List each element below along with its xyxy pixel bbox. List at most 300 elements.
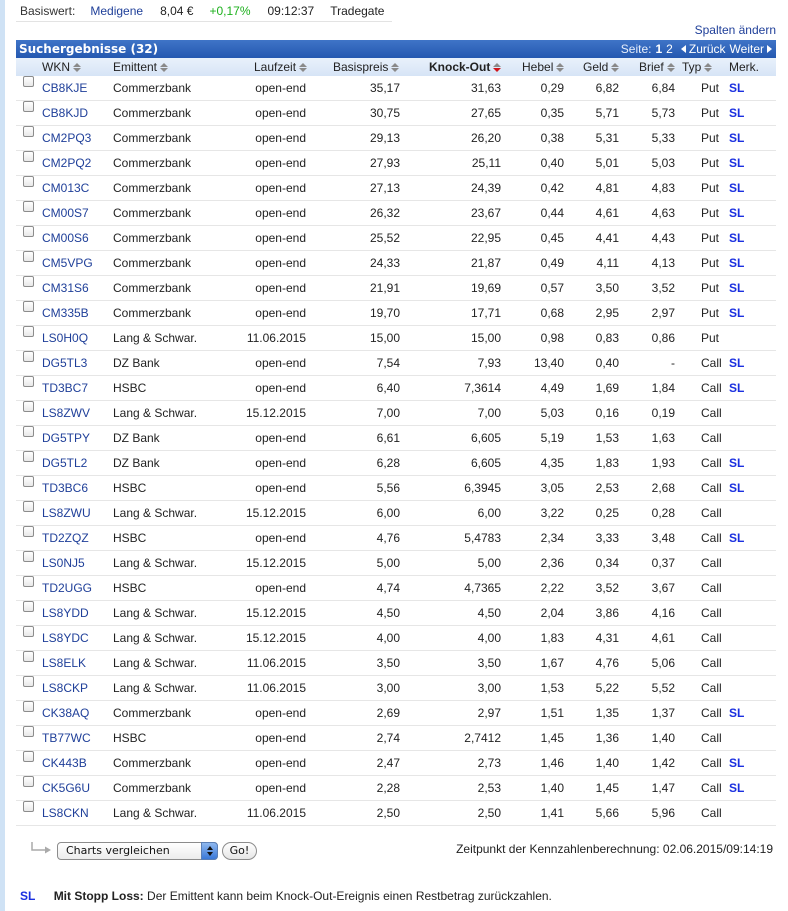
basispreis-cell: 6,40 <box>376 381 400 395</box>
wkn-link[interactable]: LS8ELK <box>42 656 87 670</box>
emittent-cell: Commerzbank <box>113 306 192 320</box>
typ-cell: Call <box>701 381 722 395</box>
hebel-cell: 1,40 <box>540 781 564 795</box>
geld-cell: 1,40 <box>595 756 619 770</box>
emittent-cell: HSBC <box>113 481 147 495</box>
typ-cell: Call <box>701 656 722 670</box>
geld-cell: 0,40 <box>595 356 619 370</box>
laufzeit-cell: 15.12.2015 <box>245 606 306 620</box>
brief-cell: 4,13 <box>651 256 675 270</box>
table-row <box>16 426 776 451</box>
brief-cell: 0,19 <box>651 406 675 420</box>
emittent-cell: Commerzbank <box>113 106 192 120</box>
hebel-cell: 0,98 <box>540 331 564 345</box>
laufzeit-cell: 15.12.2015 <box>245 406 306 420</box>
brief-cell: 4,83 <box>651 181 675 195</box>
knockout-cell: 21,87 <box>470 256 501 270</box>
typ-cell: Call <box>701 406 722 420</box>
knockout-cell: 2,50 <box>477 806 501 820</box>
stop-loss-badge[interactable]: SL <box>729 481 745 495</box>
laufzeit-cell: open-end <box>255 706 306 720</box>
wkn-link[interactable]: DG5TL2 <box>42 456 88 470</box>
hebel-cell: 0,45 <box>540 231 564 245</box>
geld-cell: 4,41 <box>595 231 619 245</box>
hebel-cell: 0,29 <box>540 81 564 95</box>
wkn-link[interactable]: CB8KJE <box>42 81 88 95</box>
table-row <box>16 101 776 126</box>
stop-loss-badge[interactable]: SL <box>729 756 745 770</box>
emittent-cell: Commerzbank <box>113 156 192 170</box>
typ-cell: Put <box>701 131 720 145</box>
basispreis-cell: 35,17 <box>369 81 400 95</box>
next-page-label: Weiter <box>729 42 764 56</box>
wkn-link[interactable]: CM013C <box>42 181 90 195</box>
table-row <box>16 76 776 101</box>
typ-cell: Put <box>701 156 720 170</box>
wkn-link[interactable]: CM335B <box>42 306 89 320</box>
row-checkbox[interactable] <box>23 101 34 112</box>
underlying-label: Basiswert: <box>20 3 76 18</box>
column-header-brief[interactable] <box>639 58 675 76</box>
knockout-cell: 4,50 <box>477 606 501 620</box>
table-row <box>16 801 776 826</box>
wkn-link[interactable]: CM2PQ3 <box>42 131 92 145</box>
geld-cell: 5,01 <box>595 156 619 170</box>
hebel-cell: 2,34 <box>540 531 564 545</box>
wkn-link[interactable]: CK38AQ <box>42 706 90 720</box>
row-checkbox[interactable] <box>23 351 34 362</box>
brief-cell: 3,52 <box>651 281 675 295</box>
basispreis-cell: 6,61 <box>376 431 400 445</box>
wkn-link[interactable]: TD3BC7 <box>42 381 89 395</box>
wkn-link[interactable]: TD3BC6 <box>42 481 89 495</box>
stop-loss-badge[interactable]: SL <box>729 531 745 545</box>
row-checkbox[interactable] <box>23 576 34 587</box>
table-row <box>16 751 776 776</box>
knockout-cell: 4,7365 <box>464 581 501 595</box>
brief-cell: 5,52 <box>651 681 675 695</box>
row-checkbox[interactable] <box>23 176 34 187</box>
row-checkbox[interactable] <box>23 76 34 87</box>
brief-cell: 4,61 <box>651 631 675 645</box>
laufzeit-cell: open-end <box>255 781 306 795</box>
typ-cell: Call <box>701 356 722 370</box>
page-link-2[interactable]: 2 <box>666 42 673 56</box>
left-border-strip <box>0 0 5 911</box>
basispreis-cell: 19,70 <box>369 306 400 320</box>
geld-cell: 1,83 <box>595 456 619 470</box>
geld-cell: 3,50 <box>595 281 619 295</box>
wkn-link[interactable]: DG5TPY <box>42 431 91 445</box>
stop-loss-badge[interactable]: SL <box>729 306 745 320</box>
hebel-cell: 3,05 <box>540 481 564 495</box>
wkn-link[interactable]: CB8KJD <box>42 106 89 120</box>
legend-label: Mit Stopp Loss: <box>53 889 144 903</box>
table-row <box>16 476 776 501</box>
emittent-cell: Commerzbank <box>113 81 192 95</box>
change-columns-link[interactable]: Spalten ändern <box>694 23 776 37</box>
emittent-cell: Commerzbank <box>113 206 192 220</box>
stop-loss-badge[interactable]: SL <box>729 106 745 120</box>
laufzeit-cell: open-end <box>255 381 306 395</box>
laufzeit-cell: 11.06.2015 <box>246 331 306 345</box>
basispreis-cell: 27,93 <box>369 156 400 170</box>
row-checkbox[interactable] <box>23 501 34 512</box>
row-checkbox[interactable] <box>23 601 34 612</box>
geld-cell: 0,16 <box>595 406 619 420</box>
row-checkbox[interactable] <box>23 251 34 262</box>
emittent-cell: Commerzbank <box>113 231 192 245</box>
row-checkbox[interactable] <box>23 751 34 762</box>
wkn-link[interactable]: DG5TL3 <box>42 356 88 370</box>
row-checkbox[interactable] <box>23 451 34 462</box>
action-select-value: Charts vergleichen <box>66 844 170 857</box>
stop-loss-badge[interactable]: SL <box>729 281 745 295</box>
results-header <box>16 40 776 58</box>
basispreis-cell: 2,50 <box>376 806 400 820</box>
stop-loss-badge[interactable]: SL <box>729 156 745 170</box>
brief-cell: 5,96 <box>651 806 675 820</box>
typ-cell: Call <box>701 781 722 795</box>
laufzeit-cell: 15.12.2015 <box>245 631 306 645</box>
column-header-laufzeit[interactable] <box>254 58 307 76</box>
basispreis-cell: 7,54 <box>376 356 400 370</box>
typ-cell: Put <box>701 181 720 195</box>
laufzeit-cell: open-end <box>255 206 306 220</box>
table-row <box>16 626 776 651</box>
emittent-cell: Lang & Schwar. <box>113 656 198 670</box>
laufzeit-cell: open-end <box>255 131 306 145</box>
underlying-info-bar <box>16 0 392 22</box>
stop-loss-badge[interactable]: SL <box>729 256 745 270</box>
stop-loss-badge[interactable]: SL <box>729 456 745 470</box>
brief-cell: 1,63 <box>651 431 675 445</box>
row-checkbox[interactable] <box>23 276 34 287</box>
table-row <box>16 601 776 626</box>
column-header-hebel[interactable] <box>522 58 564 76</box>
row-checkbox[interactable] <box>23 801 34 812</box>
legend <box>20 889 552 903</box>
table-row <box>16 676 776 701</box>
basispreis-cell: 27,13 <box>369 181 400 195</box>
emittent-cell: Commerzbank <box>113 781 192 795</box>
row-checkbox[interactable] <box>23 226 34 237</box>
emittent-cell: Commerzbank <box>113 131 192 145</box>
column-label: WKN <box>42 60 70 74</box>
hebel-cell: 0,57 <box>540 281 564 295</box>
geld-cell: 3,86 <box>595 606 619 620</box>
geld-cell: 5,71 <box>595 106 619 120</box>
row-checkbox[interactable] <box>23 151 34 162</box>
geld-cell: 5,22 <box>595 681 619 695</box>
knockout-cell: 2,7412 <box>464 731 501 745</box>
row-checkbox[interactable] <box>23 376 34 387</box>
geld-cell: 6,82 <box>595 81 619 95</box>
legend-text: Der Emittent kann beim Knock-Out-Ereignis einen Restbetrag zurückzahlen. <box>147 889 552 903</box>
stop-loss-badge[interactable]: SL <box>729 231 745 245</box>
table-row <box>16 701 776 726</box>
wkn-link[interactable]: LS8ZWU <box>42 506 91 520</box>
brief-cell: 1,93 <box>651 456 675 470</box>
knockout-cell: 15,00 <box>470 331 501 345</box>
page-current: 1 <box>655 42 663 56</box>
stop-loss-badge[interactable]: SL <box>729 181 745 195</box>
typ-cell: Call <box>701 581 722 595</box>
basispreis-cell: 2,74 <box>376 731 400 745</box>
row-checkbox[interactable] <box>23 301 34 312</box>
table-row <box>16 126 776 151</box>
action-select[interactable] <box>57 842 218 860</box>
wkn-link[interactable]: CM2PQ2 <box>42 156 92 170</box>
geld-cell: 1,53 <box>595 431 619 445</box>
sort-icon <box>299 63 307 72</box>
table-row <box>16 176 776 201</box>
hebel-cell: 3,22 <box>540 506 564 520</box>
brief-cell: 1,47 <box>651 781 675 795</box>
stop-loss-badge[interactable]: SL <box>729 206 745 220</box>
laufzeit-cell: open-end <box>255 456 306 470</box>
column-header-typ[interactable] <box>682 58 712 76</box>
wkn-link[interactable]: TD2UGG <box>42 581 93 595</box>
table-row <box>16 401 776 426</box>
knockout-cell: 5,4783 <box>464 531 501 545</box>
brief-cell: 2,97 <box>651 306 675 320</box>
wkn-link[interactable]: LS8YDC <box>42 631 89 645</box>
column-header-row <box>16 58 776 76</box>
row-checkbox[interactable] <box>23 776 34 787</box>
column-header-merk <box>729 58 759 76</box>
hebel-cell: 0,35 <box>540 106 564 120</box>
arrow-corner-icon <box>30 842 54 854</box>
hebel-cell: 1,83 <box>540 631 564 645</box>
table-row <box>16 551 776 576</box>
geld-cell: 5,31 <box>595 131 619 145</box>
emittent-cell: Lang & Schwar. <box>113 506 198 520</box>
emittent-cell: Lang & Schwar. <box>113 406 198 420</box>
row-checkbox[interactable] <box>23 676 34 687</box>
geld-cell: 3,33 <box>595 531 619 545</box>
table-row <box>16 201 776 226</box>
basispreis-cell: 2,28 <box>376 781 400 795</box>
laufzeit-cell: open-end <box>255 81 306 95</box>
wkn-link[interactable]: TB77WC <box>42 731 91 745</box>
laufzeit-cell: open-end <box>255 356 306 370</box>
hebel-cell: 1,46 <box>540 756 564 770</box>
emittent-cell: Lang & Schwar. <box>113 606 198 620</box>
row-checkbox[interactable] <box>23 701 34 712</box>
results-table-body <box>16 76 776 826</box>
column-label: Laufzeit <box>254 60 297 74</box>
brief-cell: 0,28 <box>651 506 675 520</box>
geld-cell: 2,53 <box>595 481 619 495</box>
wkn-link[interactable]: CM31S6 <box>42 281 89 295</box>
basispreis-cell: 30,75 <box>369 106 400 120</box>
wkn-link[interactable]: CK443B <box>42 756 87 770</box>
wkn-link[interactable]: LS8CKP <box>42 681 89 695</box>
geld-cell: 1,69 <box>595 381 619 395</box>
row-checkbox[interactable] <box>23 426 34 437</box>
knockout-cell: 6,3945 <box>464 481 501 495</box>
column-label: Emittent <box>113 60 158 74</box>
laufzeit-cell: open-end <box>255 581 306 595</box>
stop-loss-badge[interactable]: SL <box>729 381 745 395</box>
stop-loss-badge[interactable]: SL <box>729 131 745 145</box>
knockout-cell: 7,00 <box>477 406 501 420</box>
brief-cell: 4,16 <box>651 606 675 620</box>
underlying-link[interactable]: Medigene <box>90 3 144 18</box>
hebel-cell: 0,38 <box>540 131 564 145</box>
emittent-cell: Lang & Schwar. <box>113 556 198 570</box>
typ-cell: Put <box>701 281 720 295</box>
hebel-cell: 5,19 <box>540 431 564 445</box>
basispreis-cell: 5,56 <box>376 481 400 495</box>
row-checkbox[interactable] <box>23 201 34 212</box>
hebel-cell: 0,49 <box>540 256 564 270</box>
table-row <box>16 576 776 601</box>
brief-cell: 5,06 <box>651 656 675 670</box>
wkn-link[interactable]: CM5VPG <box>42 256 93 270</box>
go-button[interactable]: Go! <box>222 842 257 860</box>
laufzeit-cell: 11.06.2015 <box>246 806 306 820</box>
row-checkbox[interactable] <box>23 326 34 337</box>
row-checkbox[interactable] <box>23 401 34 412</box>
geld-cell: 0,83 <box>595 331 619 345</box>
brief-cell: 5,33 <box>651 131 675 145</box>
wkn-link[interactable]: CM00S6 <box>42 231 89 245</box>
typ-cell: Put <box>701 331 720 345</box>
basispreis-cell: 24,33 <box>369 256 400 270</box>
brief-cell: 4,43 <box>651 231 675 245</box>
column-header-knockout[interactable] <box>429 58 501 76</box>
geld-cell: 1,45 <box>595 781 619 795</box>
knockout-cell: 3,00 <box>477 681 501 695</box>
knockout-cell: 2,53 <box>477 781 501 795</box>
stop-loss-badge[interactable]: SL <box>729 781 745 795</box>
prev-page-button[interactable] <box>681 42 726 56</box>
basispreis-cell: 4,00 <box>376 631 400 645</box>
typ-cell: Call <box>701 556 722 570</box>
typ-cell: Put <box>701 231 720 245</box>
stop-loss-badge[interactable]: SL <box>729 356 745 370</box>
emittent-cell: HSBC <box>113 381 147 395</box>
brief-cell: 1,84 <box>651 381 675 395</box>
typ-cell: Call <box>701 606 722 620</box>
wkn-link[interactable]: TD2ZQZ <box>42 531 89 545</box>
knockout-cell: 5,00 <box>477 556 501 570</box>
knockout-cell: 3,50 <box>477 656 501 670</box>
typ-cell: Call <box>701 431 722 445</box>
knockout-cell: 27,65 <box>470 106 501 120</box>
pagination <box>621 42 772 56</box>
wkn-link[interactable]: CM00S7 <box>42 206 89 220</box>
brief-cell: 5,03 <box>651 156 675 170</box>
wkn-link[interactable]: LS0H0Q <box>42 331 89 345</box>
sort-icon <box>667 63 675 72</box>
hebel-cell: 0,40 <box>540 156 564 170</box>
wkn-link[interactable]: LS0NJ5 <box>42 556 85 570</box>
knockout-cell: 19,69 <box>470 281 501 295</box>
column-header-geld[interactable] <box>583 58 619 76</box>
row-checkbox[interactable] <box>23 626 34 637</box>
typ-cell: Put <box>701 256 720 270</box>
stop-loss-badge[interactable]: SL <box>729 706 745 720</box>
hebel-cell: 5,03 <box>540 406 564 420</box>
wkn-link[interactable]: LS8YDD <box>42 606 89 620</box>
table-row <box>16 651 776 676</box>
laufzeit-cell: open-end <box>255 306 306 320</box>
table-row <box>16 451 776 476</box>
emittent-cell: Lang & Schwar. <box>113 331 198 345</box>
emittent-cell: HSBC <box>113 531 147 545</box>
underlying-price: 8,04 € <box>160 3 194 18</box>
laufzeit-cell: open-end <box>255 731 306 745</box>
row-checkbox[interactable] <box>23 726 34 737</box>
next-page-button[interactable] <box>730 42 772 56</box>
emittent-cell: Commerzbank <box>113 706 192 720</box>
laufzeit-cell: open-end <box>255 756 306 770</box>
laufzeit-cell: open-end <box>255 281 306 295</box>
knockout-cell: 6,00 <box>477 506 501 520</box>
row-checkbox[interactable] <box>23 551 34 562</box>
typ-cell: Call <box>701 756 722 770</box>
sort-icon <box>391 63 399 72</box>
knockout-cell: 2,97 <box>477 706 501 720</box>
column-label: Hebel <box>522 60 554 74</box>
hebel-cell: 1,45 <box>540 731 564 745</box>
table-row <box>16 726 776 751</box>
sort-icon <box>160 63 168 72</box>
table-row <box>16 526 776 551</box>
geld-cell: 4,81 <box>595 181 619 195</box>
column-header-basispreis[interactable] <box>333 58 399 76</box>
row-checkbox[interactable] <box>23 651 34 662</box>
column-label: Brief <box>639 60 664 74</box>
emittent-cell: HSBC <box>113 731 147 745</box>
wkn-link[interactable]: LS8CKN <box>42 806 89 820</box>
knockout-cell: 2,73 <box>477 756 501 770</box>
row-checkbox[interactable] <box>23 526 34 537</box>
knockout-cell: 6,605 <box>470 456 501 470</box>
geld-cell: 4,76 <box>595 656 619 670</box>
typ-cell: Put <box>701 306 720 320</box>
row-checkbox[interactable] <box>23 126 34 137</box>
typ-cell: Call <box>701 806 722 820</box>
wkn-link[interactable]: CK5G6U <box>42 781 91 795</box>
hebel-cell: 0,44 <box>540 206 564 220</box>
knockout-cell: 26,20 <box>470 131 501 145</box>
hebel-cell: 0,42 <box>540 181 564 195</box>
stop-loss-badge[interactable]: SL <box>729 81 745 95</box>
brief-cell: 3,48 <box>651 531 675 545</box>
sort-icon <box>556 63 564 72</box>
emittent-cell: Lang & Schwar. <box>113 631 198 645</box>
row-checkbox[interactable] <box>23 476 34 487</box>
basispreis-cell: 3,00 <box>376 681 400 695</box>
brief-cell: 0,37 <box>651 556 675 570</box>
column-header-emittent[interactable] <box>113 58 168 76</box>
hebel-cell: 1,41 <box>540 806 564 820</box>
geld-cell: 4,11 <box>596 256 619 270</box>
laufzeit-cell: 15.12.2015 <box>245 506 306 520</box>
emittent-cell: Lang & Schwar. <box>113 806 198 820</box>
wkn-link[interactable]: LS8ZWV <box>42 406 91 420</box>
column-header-wkn[interactable] <box>42 58 81 76</box>
select-stepper-icon <box>201 842 218 860</box>
hebel-cell: 2,22 <box>540 581 564 595</box>
knockout-cell: 17,71 <box>470 306 501 320</box>
emittent-cell: Commerzbank <box>113 281 192 295</box>
typ-cell: Call <box>701 531 722 545</box>
